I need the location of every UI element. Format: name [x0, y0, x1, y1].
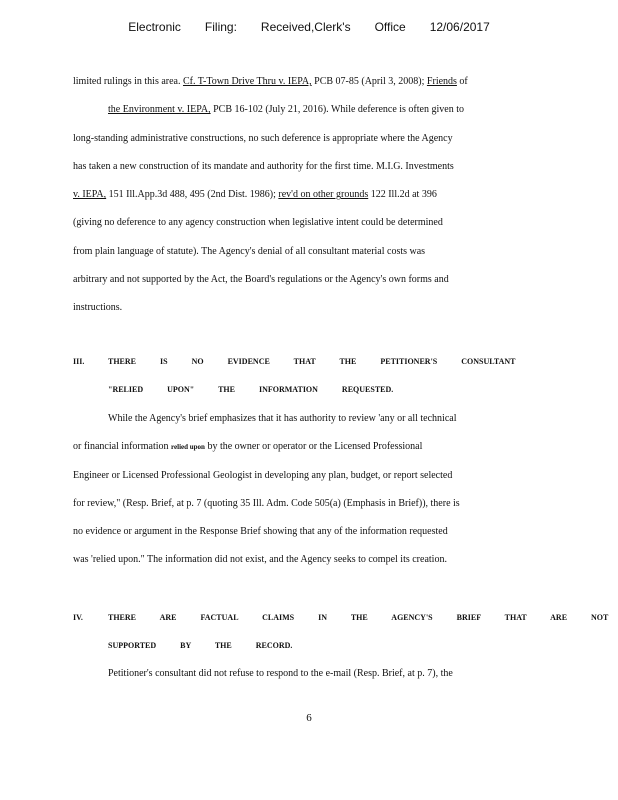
paragraph-factual-claims [73, 660, 558, 688]
text-line: was 'relied upon." The information did not exist, and the Agency seeks to compel its creation. [73, 554, 447, 566]
text-line: Petitioner's consultant did not refuse to respond to the e-mail (Resp. Brief, at p. 7), the [108, 668, 453, 679]
case-citation: v. IEPA, [73, 189, 107, 201]
electronic-filing-header [0, 20, 618, 34]
section-title-line1: THERE IS NO EVIDENCE THAT THE PETITIONER'S CONSULTANT [108, 357, 516, 366]
text-line: from plain language of statute). The Agency's denial of all consultant material costs was [73, 245, 426, 257]
section-title-line2: SUPPORTED BY THE RECORD. [108, 641, 293, 650]
case-citation: Friends [426, 76, 457, 87]
text-line: or financial information relied upon by the owner or operator or the Licensed Professional [73, 441, 423, 453]
text-line: long-standing administrative constructions, no such deference is appropriate where the Agency [73, 132, 453, 144]
section-number: IV. [73, 613, 83, 622]
header-received: Received,Clerk's [260, 20, 351, 34]
case-citation: Cf. T-Town Drive Thru v. IEPA, [182, 76, 312, 87]
section-number: III. [73, 357, 85, 366]
text-line: no evidence or argument in the Response Brief showing that any of the information requested [73, 526, 448, 538]
header-filing: Filing: [204, 20, 237, 34]
page-number: 6 [306, 712, 312, 724]
paragraph-relied-upon [73, 405, 558, 575]
text-line: for review," (Resp. Brief, at p. 7 (quoting 35 Ill. Adm. Code 505(a) (Emphasis in Brief)), there is [73, 497, 460, 509]
emphasis-text: relied upon [171, 443, 205, 452]
text-line: Engineer or Licensed Professional Geologist in developing any plan, budget, or report selected [73, 469, 453, 481]
header-office: Office [374, 20, 406, 34]
header-electronic: Electronic [128, 20, 181, 34]
text-line: v. IEPA, 151 Ill.App.3d 488, 495 (2nd Dist. 1986); rev'd on other grounds 122 Ill.2d at 396 [73, 189, 437, 201]
text-line: While the Agency's brief emphasizes that it has authority to review 'any or all technical [108, 413, 457, 424]
case-citation: rev'd on other grounds [278, 189, 369, 201]
section-title-line2: "RELIED UPON" THE INFORMATION REQUESTED. [108, 385, 394, 394]
paragraph-legal-argument [73, 68, 558, 323]
case-citation: the Environment v. IEPA, [108, 104, 211, 116]
text-line: arbitrary and not supported by the Act, the Board's regulations or the Agency's own forms and [73, 274, 449, 286]
section-title-line1: THERE ARE FACTUAL CLAIMS IN THE AGENCY'S BRIEF THAT ARE NOT [108, 613, 609, 622]
text-line: limited rulings in this area. Cf. T-Town Drive Thru v. IEPA, PCB 07-85 (April 3, 2008); Friends of [73, 76, 468, 87]
text-line: has taken a new construction of its mandate and authority for the first time. M.I.G. Investments [73, 160, 454, 172]
text-line: (giving no deference to any agency construction when legislative intent could be determined [73, 217, 443, 229]
header-date: 12/06/2017 [429, 20, 490, 34]
text-line: instructions. [73, 302, 123, 314]
text-line: the Environment v. IEPA, PCB 16-102 (July 21, 2016). While deference is often given to [108, 104, 464, 116]
